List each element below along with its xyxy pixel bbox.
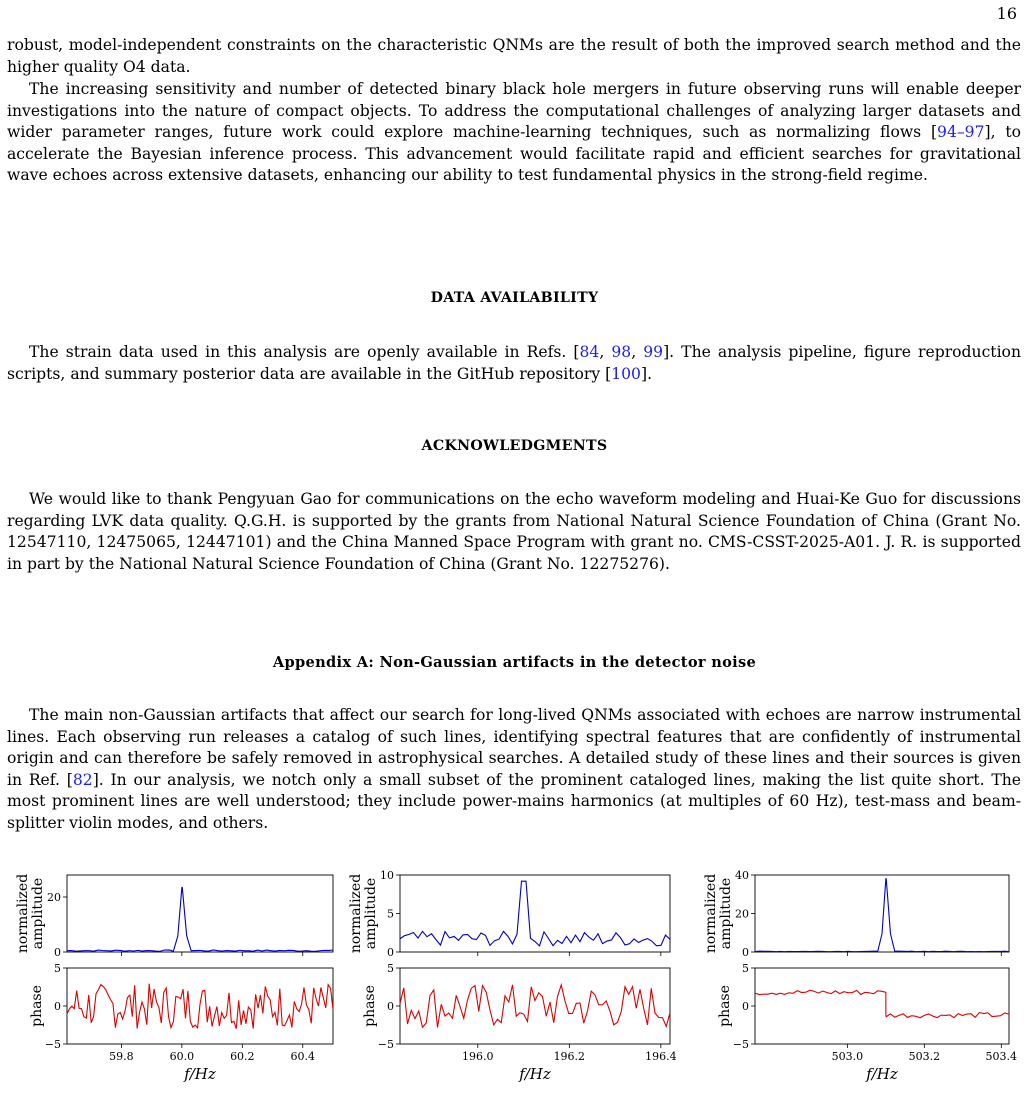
x-tick-label: 59.8 [109, 1050, 134, 1063]
axes-frame [67, 875, 333, 952]
axes-frame [755, 875, 1009, 952]
amplitude-series-line [755, 879, 1009, 952]
phase-ylabel: phase [362, 985, 378, 1027]
amplitude-ylabel-line2: amplitude [363, 877, 379, 950]
y-tick-label: 0 [387, 1000, 394, 1013]
text-run: , [599, 343, 612, 361]
text-run: We would like to thank Pengyuan Gao for communications on the echo waveform modeling and Huai-Ke Guo for discussions regarding LVK data quality. Q.G.H. is supported by the grants from National Natural Science Foundation of China (Grant No. 12547110, 12475065, 12447101) and the China Manned Space Program with grant no. CMS-CSST-2025-A01. J. R. is supported in part by the National Natural Science Foundation of China (Grant No. 12275276). [7, 490, 1021, 573]
axes-frame [755, 968, 1009, 1044]
text-run: ]. [640, 364, 653, 383]
citation-link[interactable]: 82 [72, 770, 93, 789]
phase-ylabel: phase [717, 985, 733, 1027]
text-run: The strain data used in this analysis are openly available in Refs. [ [29, 343, 580, 361]
x-tick-label: 60.0 [169, 1050, 195, 1063]
amplitude-ylabel-line2: amplitude [30, 877, 46, 950]
amplitude-series-line [400, 881, 670, 946]
x-tick-label: 196.0 [462, 1050, 494, 1063]
y-tick-label: 40 [735, 869, 749, 882]
amplitude-ylabel-line1: normalized [703, 873, 719, 954]
x-tick-label: 503.2 [908, 1050, 941, 1063]
paragraph-acknowledgments [7, 489, 1021, 575]
y-tick-label: 5 [387, 962, 394, 975]
paragraph-data-availability [7, 342, 1021, 385]
x-tick-label: 60.4 [290, 1050, 316, 1063]
x-axis-label: f/Hz [184, 1065, 216, 1083]
x-tick-label: 196.4 [645, 1050, 677, 1063]
citation-link[interactable]: 99 [643, 343, 664, 361]
y-tick-label: 5 [54, 962, 61, 975]
citation-link[interactable]: 94–97 [937, 123, 985, 141]
x-axis-label: f/Hz [519, 1065, 551, 1083]
phase-series-line [67, 984, 333, 1029]
paragraph-future-work [7, 79, 1021, 187]
y-tick-label: 20 [735, 907, 749, 921]
amplitude-ylabel-line2: amplitude [718, 877, 734, 950]
text-run: ]. In our analysis, we notch only a small subset of the prominent cataloged lines, making the list quite short. The most prominent lines are well understood; they include power-mains harmonics (at multiples of 60 Hz), test-mass and beam-splitter violin modes, and others. [7, 770, 1022, 832]
section-heading-acknowledgments: ACKNOWLEDGMENTS [421, 438, 608, 454]
amplitude-ylabel-line1: normalized [348, 873, 364, 954]
y-tick-label: 0 [54, 1000, 61, 1013]
y-tick-label: 5 [387, 907, 394, 921]
y-tick-label: 0 [54, 946, 61, 959]
y-tick-label: 0 [742, 946, 749, 959]
x-tick-label: 196.2 [553, 1050, 586, 1063]
amplitude-ylabel-line1: normalized [15, 873, 31, 954]
x-tick-label: 503.0 [831, 1050, 864, 1063]
paragraph-appendix [7, 705, 1021, 834]
x-axis-label: f/Hz [866, 1065, 898, 1083]
text-run: The increasing sensitivity and number of detected binary black hole mergers in future observing runs will enable deeper investigations into the nature of compact objects. To address the computational challenges of analyzing larger datasets and wider parameter ranges, future work could explore machine-learning techniques, such as normalizing flows [ [7, 80, 1021, 141]
citation-link[interactable]: 100 [611, 364, 641, 383]
y-tick-label: 20 [47, 891, 61, 904]
phase-series-line [755, 990, 1009, 1018]
y-tick-label: 0 [387, 946, 394, 959]
figure-spectral-lines [0, 862, 1029, 1095]
y-tick-label: 0 [742, 1000, 749, 1013]
section-heading-data-availability: DATA AVAILABILITY [430, 290, 599, 306]
text-run: The main non-Gaussian artifacts that affect our search for long-lived QNMs associated with echoes are narrow instrumental lines. Each observing run releases a catalog of such lines, identifying spectral features that are confidently of instrumental origin and can therefore be safely removed in astrophysical searches. A detailed study of these lines and their sources is given in Ref. [ [7, 706, 1021, 789]
y-tick-label: −5 [377, 1038, 394, 1051]
amplitude-series-line [67, 887, 333, 951]
text-run: ], to accelerate the Bayesian inference process. This advancement would facilitate rapid and efficient searches for gravitational wave echoes across extensive datasets, enhancing our ability to test fundamental physics in the strong-field regime. [7, 123, 1021, 184]
page-number: 16 [996, 4, 1017, 23]
y-tick-label: −5 [732, 1038, 749, 1051]
y-tick-label: −5 [44, 1038, 61, 1051]
text-run: , [631, 343, 644, 361]
x-tick-label: 503.4 [985, 1050, 1018, 1063]
x-tick-label: 60.2 [230, 1050, 255, 1063]
phase-ylabel: phase [29, 985, 45, 1027]
phase-series-line [400, 985, 670, 1028]
text-run: ]. The analysis pipeline, figure reproduction scripts, and summary posterior data are available in the GitHub repository [ [7, 343, 1021, 383]
axes-frame [400, 875, 670, 952]
y-tick-label: 5 [742, 962, 749, 975]
y-tick-label: 10 [380, 869, 394, 882]
figure-svg [0, 862, 1029, 1095]
appendix-heading: Appendix A: Non-Gaussian artifacts in the detector noise [272, 654, 757, 671]
citation-link[interactable]: 84 [579, 343, 600, 361]
citation-link[interactable]: 98 [611, 343, 632, 361]
paragraph-intro: robust, model-independent constraints on the characteristic QNMs are the result of both the improved search method and the higher quality O4 data. [7, 36, 1021, 76]
